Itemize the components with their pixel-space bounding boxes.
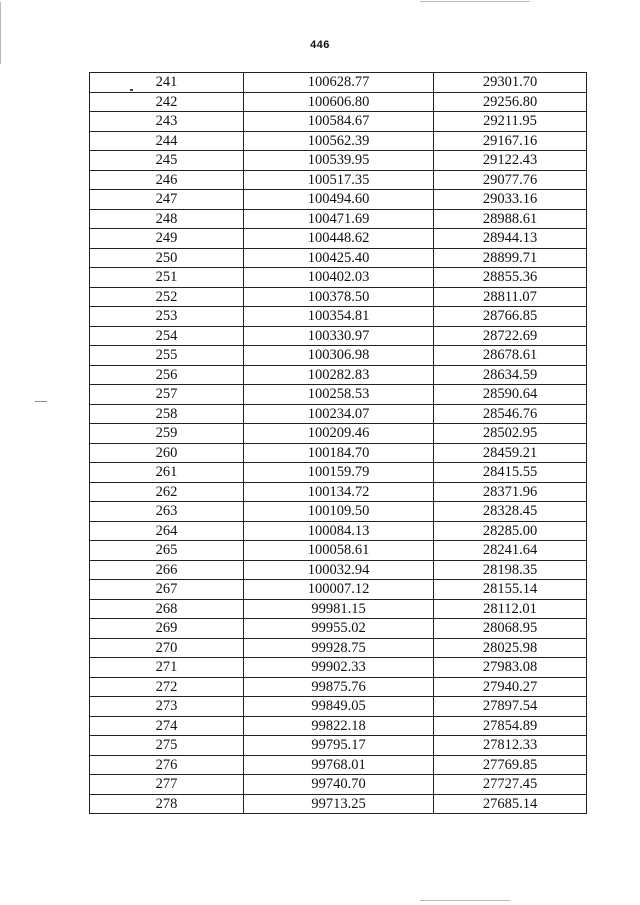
first-value-cell: 99981.15 <box>244 599 434 619</box>
second-value-cell: 28371.96 <box>434 482 587 502</box>
second-value-cell: 29301.70 <box>434 73 587 93</box>
second-value-cell: 28811.07 <box>434 287 587 307</box>
row-index-cell: 245 <box>90 151 244 171</box>
row-index-cell: 264 <box>90 521 244 541</box>
table-row <box>90 424 587 444</box>
first-value-cell: 100539.95 <box>244 151 434 171</box>
row-index-cell: 265 <box>90 541 244 561</box>
second-value-cell: 29167.16 <box>434 131 587 151</box>
row-index-cell: 244 <box>90 131 244 151</box>
row-index-cell: 273 <box>90 697 244 717</box>
table-body <box>90 73 587 814</box>
first-value-cell: 99795.17 <box>244 736 434 756</box>
second-value-cell: 28944.13 <box>434 229 587 249</box>
second-value-cell: 27727.45 <box>434 775 587 795</box>
second-value-cell: 27940.27 <box>434 677 587 697</box>
first-value-cell: 99955.02 <box>244 619 434 639</box>
row-index-cell: 249 <box>90 229 244 249</box>
row-index-cell: 278 <box>90 794 244 814</box>
first-value-cell: 100058.61 <box>244 541 434 561</box>
second-value-cell: 28459.21 <box>434 443 587 463</box>
second-value-cell: 28502.95 <box>434 424 587 444</box>
first-value-cell: 100584.67 <box>244 112 434 132</box>
table-row <box>90 619 587 639</box>
second-value-cell: 29033.16 <box>434 190 587 210</box>
row-index-cell: 247 <box>90 190 244 210</box>
row-index-cell: 276 <box>90 755 244 775</box>
second-value-cell: 28241.64 <box>434 541 587 561</box>
first-value-cell: 99849.05 <box>244 697 434 717</box>
first-value-cell: 100448.62 <box>244 229 434 249</box>
table-row <box>90 209 587 229</box>
first-value-cell: 99768.01 <box>244 755 434 775</box>
table-row <box>90 346 587 366</box>
second-value-cell: 28899.71 <box>434 248 587 268</box>
second-value-cell: 27897.54 <box>434 697 587 717</box>
first-value-cell: 100032.94 <box>244 560 434 580</box>
first-value-cell: 100134.72 <box>244 482 434 502</box>
table-row <box>90 541 587 561</box>
table-row <box>90 170 587 190</box>
table-row <box>90 385 587 405</box>
row-index-cell: 242 <box>90 92 244 112</box>
row-index-cell: 259 <box>90 424 244 444</box>
second-value-cell: 28590.64 <box>434 385 587 405</box>
scan-dash-mark-2 <box>35 401 47 402</box>
table-row <box>90 268 587 288</box>
first-value-cell: 100234.07 <box>244 404 434 424</box>
row-index-cell: 253 <box>90 307 244 327</box>
row-index-cell: 256 <box>90 365 244 385</box>
first-value-cell: 99713.25 <box>244 794 434 814</box>
table-row <box>90 131 587 151</box>
page-number: 446 <box>310 39 330 51</box>
first-value-cell: 100378.50 <box>244 287 434 307</box>
row-index-cell: 272 <box>90 677 244 697</box>
row-index-cell: 250 <box>90 248 244 268</box>
first-value-cell: 99822.18 <box>244 716 434 736</box>
first-value-cell: 100084.13 <box>244 521 434 541</box>
second-value-cell: 28068.95 <box>434 619 587 639</box>
table-row <box>90 638 587 658</box>
table-row <box>90 229 587 249</box>
first-value-cell: 100606.80 <box>244 92 434 112</box>
table-row <box>90 287 587 307</box>
table-row <box>90 190 587 210</box>
table-row <box>90 112 587 132</box>
row-index-cell: 246 <box>90 170 244 190</box>
table-row <box>90 697 587 717</box>
row-index-cell: 262 <box>90 482 244 502</box>
table-row <box>90 775 587 795</box>
table-row <box>90 560 587 580</box>
scan-edge-mark-top-right <box>420 1 530 2</box>
second-value-cell: 27854.89 <box>434 716 587 736</box>
first-value-cell: 100184.70 <box>244 443 434 463</box>
table-row <box>90 443 587 463</box>
second-value-cell: 28198.35 <box>434 560 587 580</box>
first-value-cell: 99740.70 <box>244 775 434 795</box>
first-value-cell: 100562.39 <box>244 131 434 151</box>
row-index-cell: 254 <box>90 326 244 346</box>
second-value-cell: 27812.33 <box>434 736 587 756</box>
first-value-cell: 100007.12 <box>244 580 434 600</box>
table-row <box>90 716 587 736</box>
table-row <box>90 580 587 600</box>
second-value-cell: 29122.43 <box>434 151 587 171</box>
row-index-cell: 267 <box>90 580 244 600</box>
table-row <box>90 502 587 522</box>
first-value-cell: 100258.53 <box>244 385 434 405</box>
row-index-cell: 271 <box>90 658 244 678</box>
second-value-cell: 28328.45 <box>434 502 587 522</box>
first-value-cell: 99902.33 <box>244 658 434 678</box>
second-value-cell: 28988.61 <box>434 209 587 229</box>
row-index-cell: 274 <box>90 716 244 736</box>
first-value-cell: 100209.46 <box>244 424 434 444</box>
second-value-cell: 29077.76 <box>434 170 587 190</box>
second-value-cell: 28285.00 <box>434 521 587 541</box>
table-row <box>90 677 587 697</box>
row-index-cell: 277 <box>90 775 244 795</box>
row-index-cell: 255 <box>90 346 244 366</box>
second-value-cell: 28546.76 <box>434 404 587 424</box>
row-index-cell: 270 <box>90 638 244 658</box>
table-row <box>90 248 587 268</box>
row-index-cell: 261 <box>90 463 244 483</box>
row-index-cell: 260 <box>90 443 244 463</box>
first-value-cell: 100628.77 <box>244 73 434 93</box>
row-index-cell: 257 <box>90 385 244 405</box>
first-value-cell: 100494.60 <box>244 190 434 210</box>
row-index-cell: 266 <box>90 560 244 580</box>
second-value-cell: 27983.08 <box>434 658 587 678</box>
row-index-cell: 241 <box>90 73 244 93</box>
second-value-cell: 28415.55 <box>434 463 587 483</box>
first-value-cell: 100282.83 <box>244 365 434 385</box>
row-index-cell: 269 <box>90 619 244 639</box>
second-value-cell: 29256.80 <box>434 92 587 112</box>
row-index-cell: 258 <box>90 404 244 424</box>
first-value-cell: 100517.35 <box>244 170 434 190</box>
second-value-cell: 28766.85 <box>434 307 587 327</box>
row-index-cell: 243 <box>90 112 244 132</box>
table-row <box>90 365 587 385</box>
first-value-cell: 99928.75 <box>244 638 434 658</box>
table-row <box>90 736 587 756</box>
row-index-cell: 252 <box>90 287 244 307</box>
first-value-cell: 100159.79 <box>244 463 434 483</box>
table-row <box>90 482 587 502</box>
table-row <box>90 404 587 424</box>
row-index-cell: 268 <box>90 599 244 619</box>
second-value-cell: 29211.95 <box>434 112 587 132</box>
table-row <box>90 658 587 678</box>
first-value-cell: 100402.03 <box>244 268 434 288</box>
first-value-cell: 100425.40 <box>244 248 434 268</box>
first-value-cell: 100354.81 <box>244 307 434 327</box>
second-value-cell: 28155.14 <box>434 580 587 600</box>
second-value-cell: 28025.98 <box>434 638 587 658</box>
first-value-cell: 100330.97 <box>244 326 434 346</box>
data-table <box>89 72 587 814</box>
table-row <box>90 794 587 814</box>
row-index-cell: 248 <box>90 209 244 229</box>
first-value-cell: 100471.69 <box>244 209 434 229</box>
second-value-cell: 28722.69 <box>434 326 587 346</box>
second-value-cell: 27685.14 <box>434 794 587 814</box>
table-row <box>90 92 587 112</box>
table-row <box>90 463 587 483</box>
row-index-cell: 275 <box>90 736 244 756</box>
table-row <box>90 599 587 619</box>
first-value-cell: 100109.50 <box>244 502 434 522</box>
first-value-cell: 99875.76 <box>244 677 434 697</box>
table-row <box>90 326 587 346</box>
table-row <box>90 521 587 541</box>
table-row <box>90 755 587 775</box>
second-value-cell: 28678.61 <box>434 346 587 366</box>
row-index-cell: 251 <box>90 268 244 288</box>
scan-edge-mark-bottom <box>420 900 510 901</box>
first-value-cell: 100306.98 <box>244 346 434 366</box>
table-row <box>90 73 587 93</box>
scan-edge-mark-top <box>0 2 1 64</box>
second-value-cell: 28112.01 <box>434 599 587 619</box>
second-value-cell: 28855.36 <box>434 268 587 288</box>
second-value-cell: 27769.85 <box>434 755 587 775</box>
table-row <box>90 307 587 327</box>
second-value-cell: 28634.59 <box>434 365 587 385</box>
table-row <box>90 151 587 171</box>
row-index-cell: 263 <box>90 502 244 522</box>
